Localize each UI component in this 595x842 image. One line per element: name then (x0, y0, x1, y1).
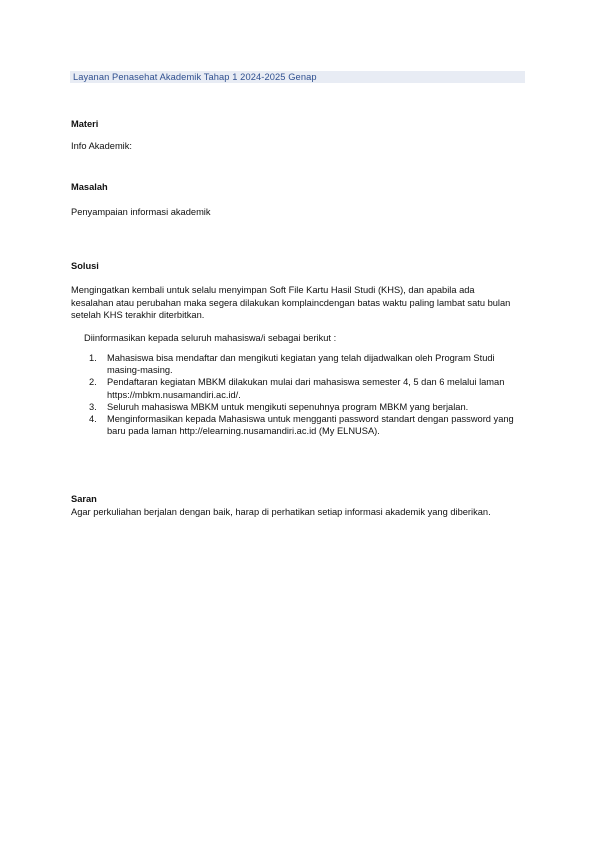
solusi-intro: Diinformasikan kepada seluruh mahasiswa/i sebagai berikut : (84, 333, 337, 343)
list-item-text: Mahasiswa bisa mendaftar dan mengikuti kegiatan yang telah dijadwalkan oleh Program Studi masing-masing. (107, 353, 495, 376)
materi-heading: Materi (71, 119, 99, 129)
solusi-list (89, 352, 525, 437)
document-title: Layanan Penasehat Akademik Tahap 1 2024-2025 Genap (73, 72, 317, 82)
masalah-text: Penyampaian informasi akademik (71, 207, 211, 217)
solusi-heading: Solusi (71, 261, 99, 271)
saran-text: Agar perkuliahan berjalan dengan baik, harap di perhatikan setiap informasi akademik yang diberikan. (71, 507, 491, 517)
materi-text: Info Akademik: (71, 141, 132, 151)
saran-heading: Saran (71, 494, 97, 504)
list-item-number: 3. (89, 401, 97, 412)
list-item (89, 413, 525, 437)
list-item (89, 401, 525, 413)
list-item-number: 1. (89, 353, 97, 363)
list-item-number: 2. (89, 377, 97, 388)
list-item (89, 376, 525, 400)
solusi-text: Mengingatkan kembali untuk selalu menyimpan Soft File Kartu Hasil Studi (KHS), dan apabila ada kesalahan atau perubahan maka segera dilakukan komplaincdengan batas waktu paling lambat satu bulan setelah KHS terakhir diterbitkan. (71, 285, 511, 321)
list-item-text: Menginformasikan kepada Mahasiswa untuk mengganti password standart dengan password yang baru pada laman http://elearning.nusamandiri.ac.id (My ELNUSA). (107, 414, 514, 437)
list-item (89, 352, 525, 376)
masalah-heading: Masalah (71, 182, 108, 192)
list-item-text: Seluruh mahasiswa MBKM untuk mengikuti sepenuhnya program MBKM yang berjalan. (107, 401, 469, 412)
list-item-text: Pendaftaran kegiatan MBKM dilakukan mulai dari mahasiswa semester 4, 5 dan 6 melalui laman https://mbkm.nusamandiri.ac.id/. (107, 377, 505, 400)
list-item-number: 4. (89, 414, 97, 425)
